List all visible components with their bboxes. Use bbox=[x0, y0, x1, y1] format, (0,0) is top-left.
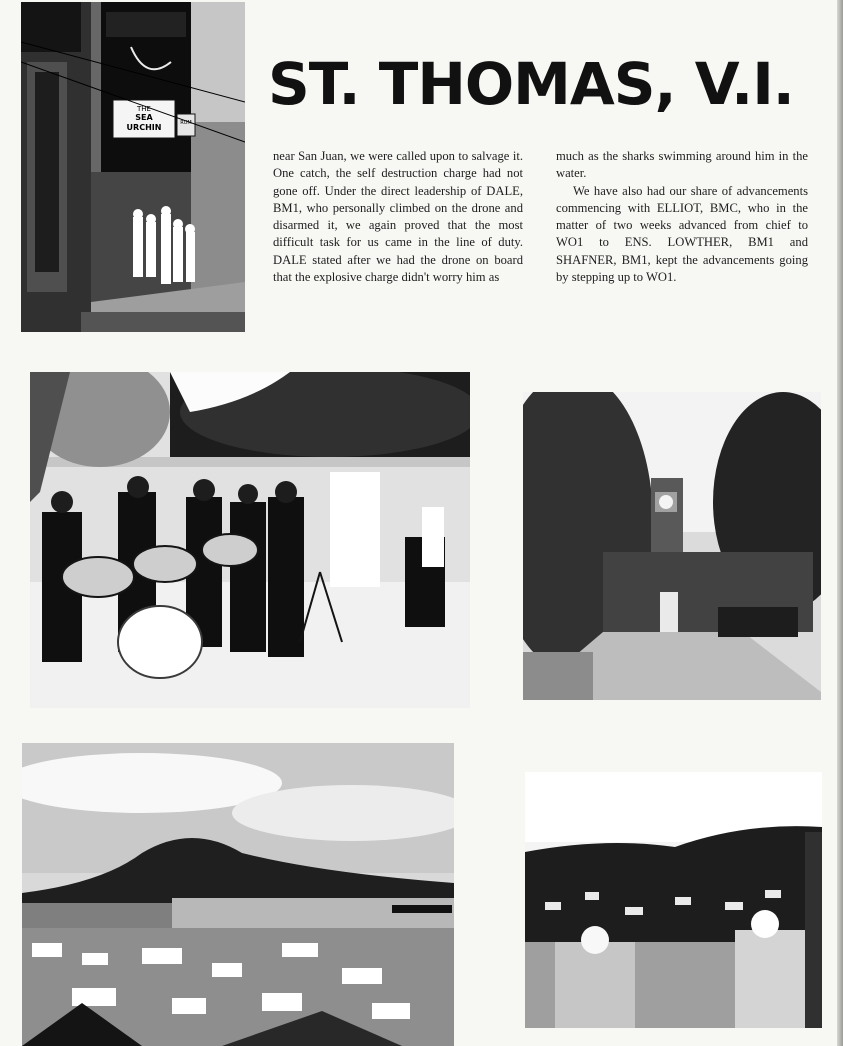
sign-text-side: RUM bbox=[180, 120, 192, 126]
article-paragraph: near San Juan, we were called upon to salvage it. One catch, the self destruction charge had not gone off. Under the direct leadership of DALE, BM1, who personally climbed on the drone and disarmed it, we again proved that the most difficult task for us came in the line of duty. DALE stated after we had the drone on board that the explosive charge didn't worry him as bbox=[273, 149, 523, 285]
harbor-panorama-photo bbox=[22, 743, 454, 1046]
page-title: ST. THOMAS, V.I. bbox=[268, 50, 794, 118]
sign-text-urchin: URCHIN bbox=[126, 123, 162, 132]
sign-text-sea: SEA bbox=[135, 113, 153, 122]
clock-tower-photo bbox=[523, 392, 821, 700]
article-column-right bbox=[556, 148, 808, 286]
article-paragraph: much as the sharks swimming around him in the water. bbox=[556, 149, 808, 181]
steel-band-photo bbox=[30, 372, 470, 708]
sailors-harbor-photo bbox=[525, 772, 822, 1028]
sign-text-the: THE bbox=[137, 105, 151, 113]
page-edge bbox=[837, 0, 843, 1046]
article-paragraph: We have also had our share of advancements commencing with ELLIOT, BMC, who in the matter of two weeks advanced from chief to WO1 to ENS. LOWTHER, BM1 and SHAFNER, BM1, kept the advancements going by stepping up to WO1. bbox=[556, 183, 808, 285]
street-scene-photo bbox=[21, 2, 245, 332]
article-column-left bbox=[273, 148, 523, 286]
